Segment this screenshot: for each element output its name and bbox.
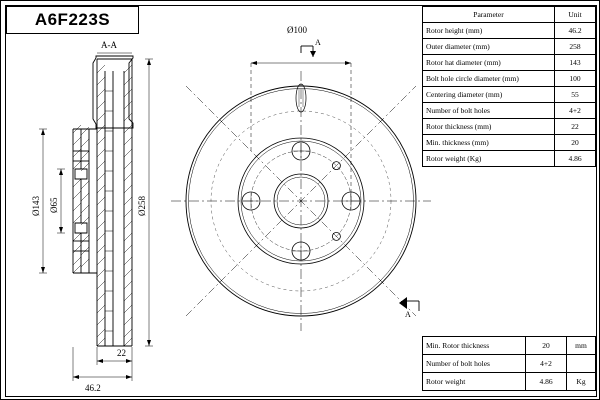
table-row [423, 135, 596, 151]
parameter-table [422, 6, 596, 167]
header-parameter: Parameter [423, 7, 555, 23]
table-row [423, 337, 596, 355]
param-name: Rotor weight (Kg) [423, 151, 555, 167]
dim-label-thickness: 22 [117, 348, 126, 358]
param-value: 4.86 [555, 151, 596, 167]
summary-value: 4.86 [526, 373, 567, 391]
table-row [423, 39, 596, 55]
part-number-box [6, 6, 139, 34]
table-row [423, 71, 596, 87]
summary-unit [567, 355, 596, 373]
vent-ribs [105, 91, 113, 331]
dim-label-height: 46.2 [85, 383, 101, 393]
summary-table [422, 336, 596, 391]
section-view-label: A-A [101, 40, 117, 50]
param-value: 46.2 [555, 23, 596, 39]
table-row [423, 23, 596, 39]
rotor-section-outline [73, 59, 132, 346]
param-name: Rotor hat diameter (mm) [423, 55, 555, 71]
param-name: Rotor height (mm) [423, 23, 555, 39]
dim-label-outer-diameter: Ø258 [137, 196, 147, 216]
param-value: 22 [555, 119, 596, 135]
table-header-row [423, 7, 596, 23]
part-number: A6F223S [34, 10, 111, 29]
summary-unit: mm [567, 337, 596, 355]
dim-label-hat-diameter: Ø143 [31, 196, 41, 216]
section-arrow-bottom-label: A [405, 310, 411, 319]
header-unit: Unit [555, 7, 596, 23]
param-name: Outer diameter (mm) [423, 39, 555, 55]
summary-value: 20 [526, 337, 567, 355]
summary-name: Rotor weight [423, 373, 526, 391]
table-row [423, 355, 596, 373]
param-value: 55 [555, 87, 596, 103]
param-value: 4+2 [555, 103, 596, 119]
summary-name: Min. Rotor thickness [423, 337, 526, 355]
param-name: Bolt hole circle diameter (mm) [423, 71, 555, 87]
table-row [423, 103, 596, 119]
param-name: Number of bolt holes [423, 103, 555, 119]
param-name: Rotor thickness (mm) [423, 119, 555, 135]
summary-name: Number of bolt holes [423, 355, 526, 373]
table-row [423, 151, 596, 167]
summary-value: 4+2 [526, 355, 567, 373]
param-value: 100 [555, 71, 596, 87]
param-name: Centering diameter (mm) [423, 87, 555, 103]
table-row [423, 373, 596, 391]
dim-label-bolt-circle: Ø100 [287, 25, 307, 35]
param-value: 143 [555, 55, 596, 71]
section-arrow-top-label: A [315, 38, 321, 47]
param-value: 258 [555, 39, 596, 55]
dimension-lines-left [39, 59, 153, 381]
summary-unit: Kg [567, 373, 596, 391]
section-hatching [73, 65, 132, 346]
param-value: 20 [555, 135, 596, 151]
dim-label-centering-diameter: Ø65 [49, 197, 59, 213]
center-lines [171, 71, 431, 331]
table-row [423, 119, 596, 135]
table-row [423, 87, 596, 103]
table-row [423, 55, 596, 71]
param-name: Min. thickness (mm) [423, 135, 555, 151]
